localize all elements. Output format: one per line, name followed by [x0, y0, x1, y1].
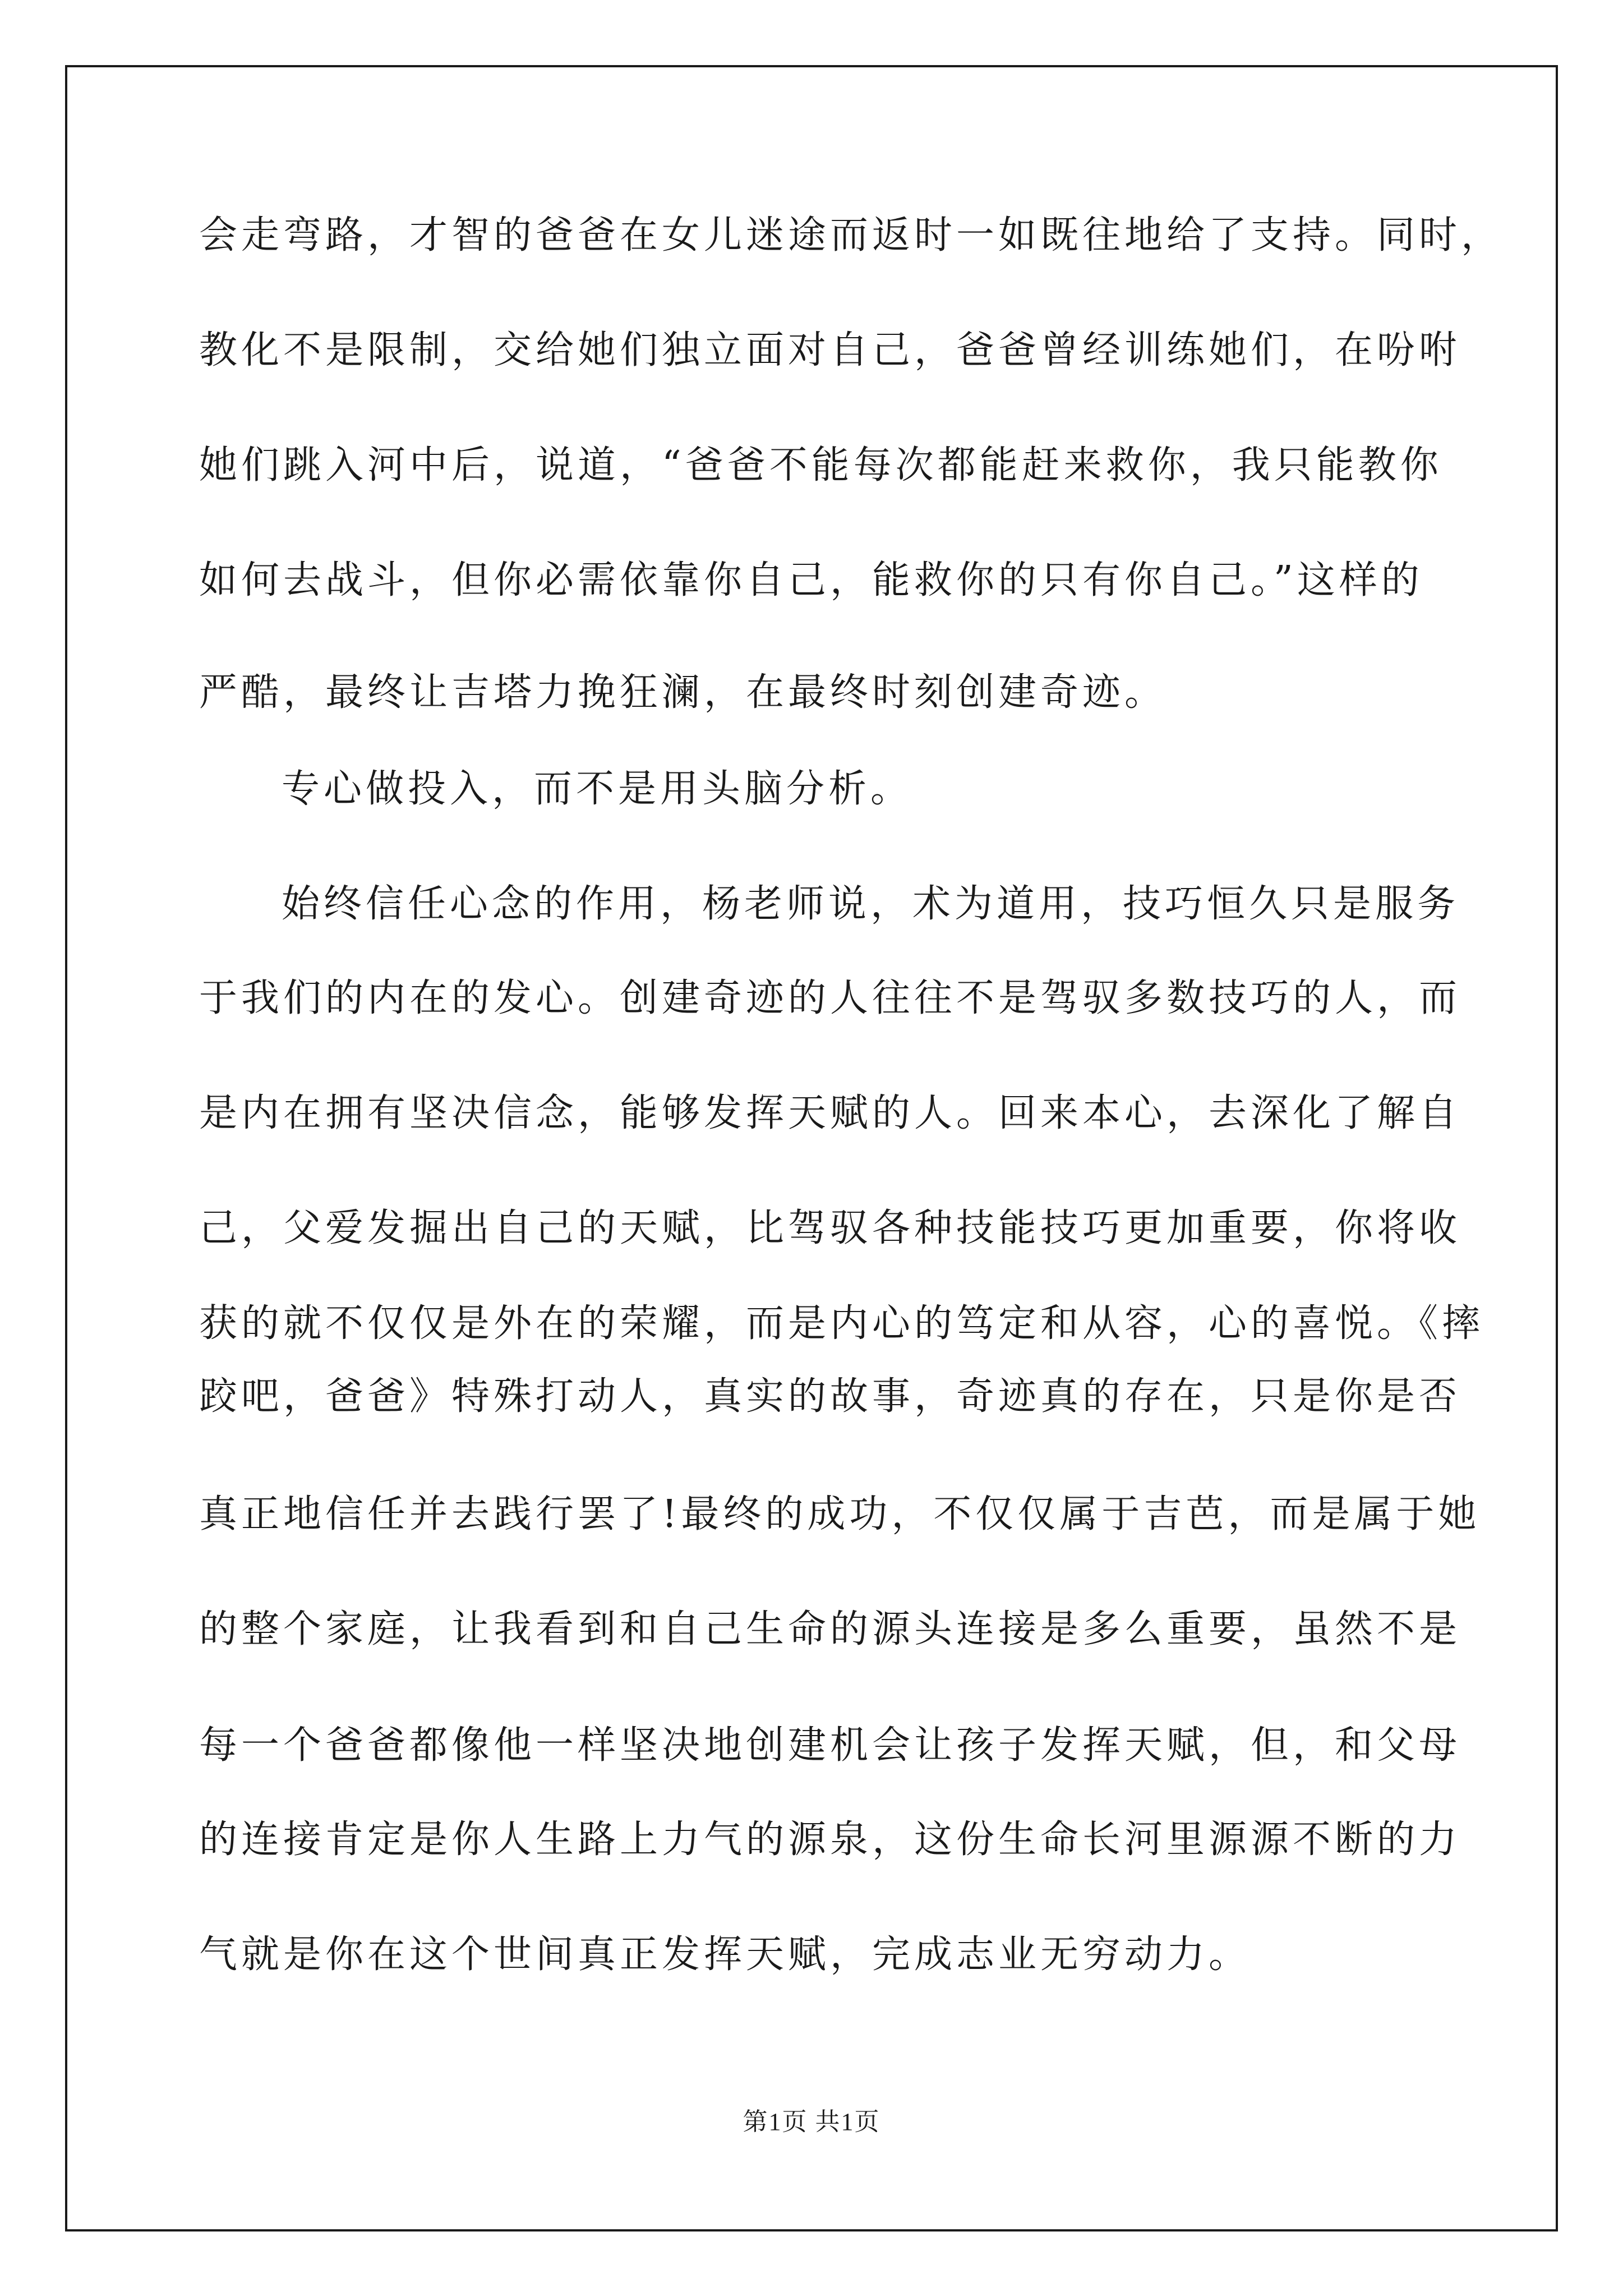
text-line: 的连接肯定是你人生路上力气的源泉，这份生命长河里源源不断的力 [199, 1818, 1461, 1862]
text-line: 教化不是限制，交给她们独立面对自己，爸爸曾经训练她们，在吩咐 [199, 328, 1461, 372]
paragraph-line: 始终信任心念的作用，杨老师说，术为道用，技巧恒久只是服务 [282, 882, 1460, 926]
page-footer: 第1页 共1页 [743, 2108, 880, 2136]
text-line: 己，父爱发掘出自己的天赋，比驾驭各种技能技巧更加重要，你将收 [199, 1206, 1461, 1250]
text-line: 会走弯路，才智的爸爸在女儿迷途而返时一如既往地给了支持。同时， [199, 213, 1504, 257]
text-line: 真正地信任并去践行罢了!最终的成功，不仅仅属于吉芭，而是属于她 [199, 1492, 1481, 1536]
text-line: 于我们的内在的发心。创建奇迹的人往往不是驾驭多数技巧的人，而 [199, 976, 1461, 1020]
text-line: 的整个家庭，让我看到和自己生命的源头连接是多么重要，虽然不是 [199, 1607, 1461, 1651]
text-line: 如何去战斗，但你必需依靠你自己，能救你的只有你自己。”这样的 [199, 558, 1423, 602]
page-border [65, 65, 1558, 2231]
text-line: 是内在拥有坚决信念，能够发挥天赋的人。回来本心，去深化了解自 [199, 1091, 1461, 1135]
text-line: 每一个爸爸都像他一样坚决地创建机会让孩子发挥天赋，但，和父母 [199, 1723, 1461, 1768]
text-line: 严酷，最终让吉塔力挽狂澜，在最终时刻创建奇迹。 [199, 670, 1167, 715]
text-line: 她们跳入河中后，说道，“爸爸不能每次都能赶来救你，我只能教你 [199, 443, 1442, 487]
text-line: 气就是你在这个世间真正发挥天赋，完成志业无穷动力。 [199, 1932, 1251, 1977]
text-line: 跤吧，爸爸》特殊打动人，真实的故事，奇迹真的存在，只是你是否 [199, 1374, 1461, 1419]
paragraph-line: 专心做投入，而不是用头脑分析。 [282, 767, 913, 811]
text-line: 获的就不仅仅是外在的荣耀，而是内心的笃定和从容，心的喜悦。《摔 [199, 1301, 1484, 1346]
